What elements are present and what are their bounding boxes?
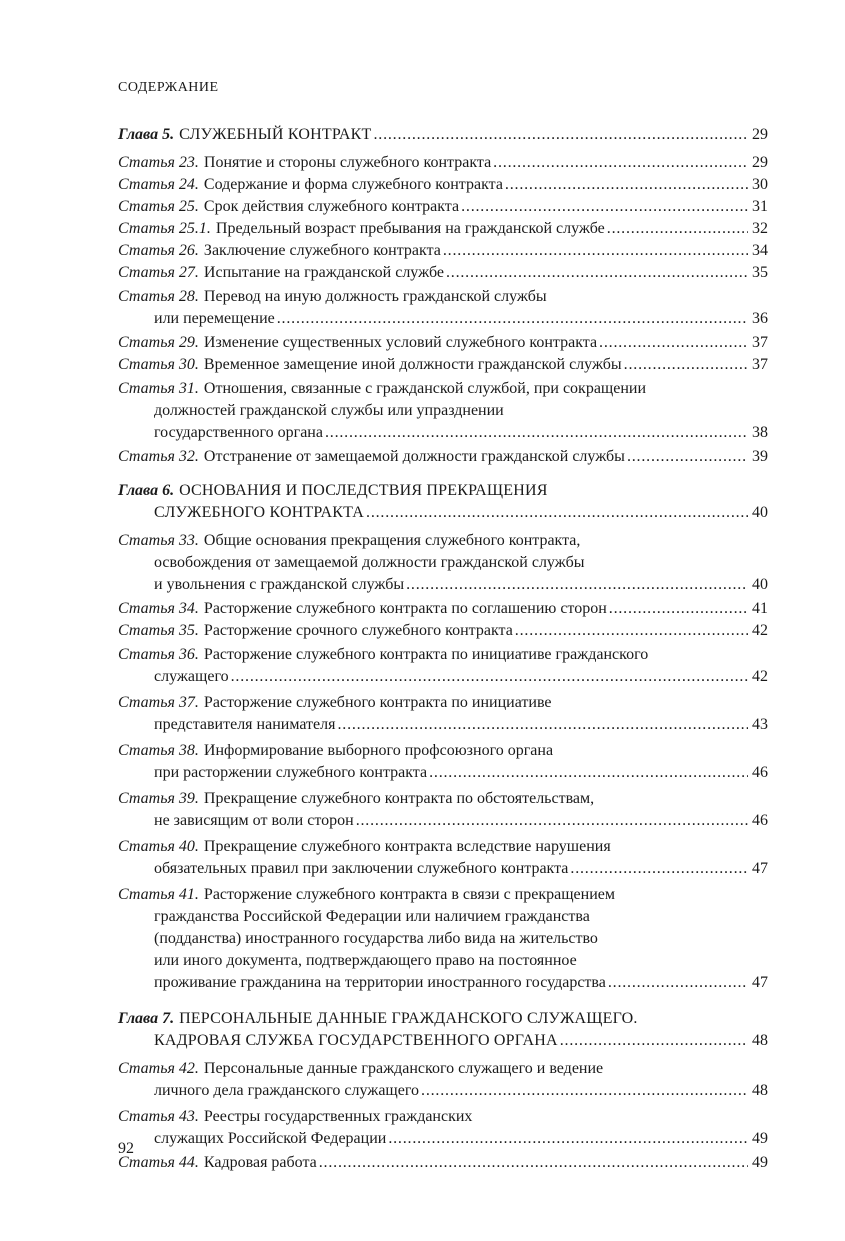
page-ref: 48 xyxy=(752,1032,768,1049)
article-entry xyxy=(118,378,768,444)
toc-line xyxy=(118,1128,768,1150)
dot-leader xyxy=(599,332,748,354)
dot-leader xyxy=(505,174,748,196)
article-title: Расторжение служебного контракта по инициативе xyxy=(203,694,552,711)
dot-leader xyxy=(366,502,748,524)
dot-leader xyxy=(231,666,748,688)
article-entry xyxy=(118,1106,768,1150)
toc-line xyxy=(118,218,768,240)
toc-line xyxy=(118,354,768,376)
page-ref: 46 xyxy=(752,812,768,829)
chapter-title: СЛУЖЕБНЫЙ КОНТРАКТ xyxy=(179,126,372,143)
article-entry xyxy=(118,332,768,354)
toc-line xyxy=(118,1008,768,1030)
toc-line xyxy=(118,574,768,596)
page-ref: 43 xyxy=(752,716,768,733)
chapter-label: Глава 7. xyxy=(118,1010,175,1027)
dot-leader xyxy=(461,196,748,218)
toc-line xyxy=(118,884,768,906)
toc-line xyxy=(118,1080,768,1102)
article-title: Изменение существенных условий служебного контракта xyxy=(203,334,598,351)
page-ref: 30 xyxy=(752,176,768,193)
article-entry xyxy=(118,884,768,994)
article-label: Статья 38. xyxy=(118,742,199,759)
dot-leader xyxy=(325,422,748,444)
table-of-contents xyxy=(118,124,768,1174)
toc-line xyxy=(118,262,768,284)
dot-leader xyxy=(446,262,748,284)
dot-leader xyxy=(627,446,748,468)
article-title: Кадровая работа xyxy=(203,1154,317,1171)
toc-line xyxy=(118,308,768,330)
toc-line xyxy=(118,788,768,810)
dot-leader xyxy=(356,810,748,832)
article-entry xyxy=(118,1058,768,1102)
toc-line xyxy=(118,152,768,174)
article-title: Расторжение срочного служебного контракта xyxy=(203,622,513,639)
article-label: Статья 41. xyxy=(118,886,199,903)
article-title: Содержание и форма служебного контракта xyxy=(203,176,503,193)
article-title: должностей гражданской службы или упразднении xyxy=(154,402,504,419)
toc-line xyxy=(118,1058,768,1080)
article-title: или иного документа, подтверждающего право на постоянное xyxy=(154,952,577,969)
article-entry xyxy=(118,446,768,468)
article-title: служащего xyxy=(154,668,229,685)
article-entry xyxy=(118,240,768,262)
article-title: Информирование выборного профсоюзного органа xyxy=(203,742,554,759)
article-label: Статья 36. xyxy=(118,646,199,663)
page-ref: 48 xyxy=(752,1082,768,1099)
article-title: Предельный возраст пребывания на гражданской службе xyxy=(215,220,605,237)
article-title: при расторжении служебного контракта xyxy=(154,764,428,781)
page-ref: 49 xyxy=(752,1130,768,1147)
article-title: Испытание на гражданской службе xyxy=(203,264,444,281)
toc-line xyxy=(118,810,768,832)
article-label: Статья 23. xyxy=(118,154,199,171)
dot-leader xyxy=(515,620,748,642)
article-title: проживание гражданина на территории иностранного государства xyxy=(154,974,606,991)
dot-leader xyxy=(607,218,748,240)
article-label: Статья 26. xyxy=(118,242,199,259)
article-title: личного дела гражданского служащего xyxy=(154,1082,420,1099)
article-label: Статья 24. xyxy=(118,176,199,193)
article-label: Статья 42. xyxy=(118,1060,199,1077)
chapter-heading xyxy=(118,124,768,146)
article-entry xyxy=(118,598,768,620)
article-title: Перевод на иную должность гражданской службы xyxy=(203,288,547,305)
article-title: Отношения, связанные с гражданской службой, при сокращении xyxy=(203,380,647,397)
article-title: и увольнения с гражданской службы xyxy=(154,576,405,593)
dot-leader xyxy=(373,124,748,146)
article-label: Статья 40. xyxy=(118,838,199,855)
page-ref: 38 xyxy=(752,424,768,441)
page-ref: 47 xyxy=(752,974,768,991)
chapter-label: Глава 5. xyxy=(118,126,175,143)
page-ref: 47 xyxy=(752,860,768,877)
toc-line xyxy=(118,1152,768,1174)
article-title: Реестры государственных гражданских xyxy=(203,1108,473,1125)
article-title: представителя нанимателя xyxy=(154,716,336,733)
toc-line xyxy=(118,174,768,196)
dot-leader xyxy=(570,858,748,880)
chapter-spacer xyxy=(118,468,768,480)
toc-line xyxy=(118,124,768,146)
dot-leader xyxy=(421,1080,748,1102)
toc-line xyxy=(118,836,768,858)
page-ref: 41 xyxy=(752,600,768,617)
toc-line xyxy=(118,858,768,880)
article-label: Статья 34. xyxy=(118,600,199,617)
article-title: не зависящим от воли сторон xyxy=(154,812,354,829)
toc-line xyxy=(118,740,768,762)
toc-line xyxy=(118,480,768,502)
article-title: служащих Российской Федерации xyxy=(154,1130,387,1147)
toc-line xyxy=(118,196,768,218)
chapter-spacer xyxy=(118,996,768,1008)
article-title: Отстранение от замещаемой должности гражданской службы xyxy=(203,448,625,465)
article-label: Статья 25. xyxy=(118,198,199,215)
dot-leader xyxy=(406,574,748,596)
chapter-heading xyxy=(118,480,768,524)
article-title: Расторжение служебного контракта по соглашению сторон xyxy=(203,600,607,617)
article-title: Расторжение служебного контракта по инициативе гражданского xyxy=(203,646,649,663)
dot-leader xyxy=(443,240,748,262)
page-ref: 49 xyxy=(752,1154,768,1171)
article-title: обязательных правил при заключении служебного контракта xyxy=(154,860,569,877)
toc-line xyxy=(118,598,768,620)
dot-leader xyxy=(624,354,748,376)
article-label: Статья 33. xyxy=(118,532,199,549)
toc-line xyxy=(118,422,768,444)
article-entry xyxy=(118,788,768,832)
article-entry xyxy=(118,530,768,596)
page-ref: 40 xyxy=(752,576,768,593)
toc-line xyxy=(118,446,768,468)
article-entry xyxy=(118,196,768,218)
chapter-heading xyxy=(118,1008,768,1052)
dot-leader xyxy=(337,714,748,736)
article-entry xyxy=(118,620,768,642)
dot-leader xyxy=(429,762,748,784)
page-ref: 40 xyxy=(752,504,768,521)
toc-line xyxy=(118,714,768,736)
toc-line xyxy=(118,502,768,524)
article-title: освобождения от замещаемой должности гражданской службы xyxy=(154,554,585,571)
article-label: Статья 37. xyxy=(118,694,199,711)
article-label: Статья 43. xyxy=(118,1108,199,1125)
page-ref: 39 xyxy=(752,448,768,465)
article-entry xyxy=(118,218,768,240)
article-title: или перемещение xyxy=(154,310,275,327)
article-entry xyxy=(118,174,768,196)
toc-line xyxy=(118,972,768,994)
toc-line xyxy=(118,950,768,972)
article-title: Заключение служебного контракта xyxy=(203,242,441,259)
running-head: СОДЕРЖАНИЕ xyxy=(118,80,219,95)
article-title: Персональные данные гражданского служащего и ведение xyxy=(203,1060,604,1077)
article-label: Статья 31. xyxy=(118,380,199,397)
article-title: Временное замещение иной должности гражданской службы xyxy=(203,356,622,373)
article-label: Статья 30. xyxy=(118,356,199,373)
article-title: Понятие и стороны служебного контракта xyxy=(203,154,492,171)
chapter-section xyxy=(118,124,768,468)
article-entry xyxy=(118,836,768,880)
dot-leader xyxy=(560,1030,748,1052)
article-label: Статья 35. xyxy=(118,622,199,639)
article-title: Прекращение служебного контракта по обстоятельствам, xyxy=(203,790,595,807)
article-title: (подданства) иностранного государства либо вида на жительство xyxy=(154,930,598,947)
article-entry xyxy=(118,1152,768,1174)
dot-leader xyxy=(319,1152,748,1174)
toc-line xyxy=(118,906,768,928)
chapter-title: ПЕРСОНАЛЬНЫЕ ДАННЫЕ ГРАЖДАНСКОГО СЛУЖАЩЕГО. xyxy=(179,1010,638,1027)
dot-leader xyxy=(493,152,748,174)
dot-leader xyxy=(608,972,748,994)
article-label: Статья 29. xyxy=(118,334,199,351)
toc-line xyxy=(118,530,768,552)
page-ref: 42 xyxy=(752,622,768,639)
dot-leader xyxy=(277,308,748,330)
article-entry xyxy=(118,152,768,174)
dot-leader xyxy=(388,1128,748,1150)
toc-line xyxy=(118,1106,768,1128)
article-title: гражданства Российской Федерации или наличием гражданства xyxy=(154,908,590,925)
dot-leader xyxy=(609,598,748,620)
chapter-title: КАДРОВАЯ СЛУЖБА ГОСУДАРСТВЕННОГО ОРГАНА xyxy=(154,1032,558,1049)
page-ref: 46 xyxy=(752,764,768,781)
page-ref: 42 xyxy=(752,668,768,685)
toc-line xyxy=(118,1030,768,1052)
chapter-section xyxy=(118,1008,768,1174)
page-ref: 31 xyxy=(752,198,768,215)
article-title: Расторжение служебного контракта в связи с прекращением xyxy=(203,886,615,903)
chapter-section xyxy=(118,480,768,996)
page-ref: 32 xyxy=(752,220,768,237)
toc-line xyxy=(118,378,768,400)
toc-line xyxy=(118,240,768,262)
page-ref: 37 xyxy=(752,334,768,351)
article-title: Прекращение служебного контракта вследствие нарушения xyxy=(203,838,611,855)
page-ref: 29 xyxy=(752,154,768,171)
toc-line xyxy=(118,552,768,574)
page-ref: 34 xyxy=(752,242,768,259)
toc-line xyxy=(118,400,768,422)
page-number: 92 xyxy=(118,1140,134,1157)
article-entry xyxy=(118,286,768,330)
article-label: Статья 44. xyxy=(118,1154,199,1171)
page-ref: 36 xyxy=(752,310,768,327)
article-label: Статья 28. xyxy=(118,288,199,305)
article-entry xyxy=(118,262,768,284)
toc-line xyxy=(118,762,768,784)
toc-line xyxy=(118,928,768,950)
toc-line xyxy=(118,666,768,688)
article-entry xyxy=(118,354,768,376)
article-entry xyxy=(118,692,768,736)
toc-line xyxy=(118,620,768,642)
article-label: Статья 39. xyxy=(118,790,199,807)
page-ref: 37 xyxy=(752,356,768,373)
chapter-label: Глава 6. xyxy=(118,482,175,499)
page-ref: 35 xyxy=(752,264,768,281)
article-label: Статья 25.1. xyxy=(118,220,211,237)
toc-line xyxy=(118,692,768,714)
article-entry xyxy=(118,740,768,784)
article-label: Статья 32. xyxy=(118,448,199,465)
article-title: Общие основания прекращения служебного контракта, xyxy=(203,532,581,549)
toc-line xyxy=(118,286,768,308)
article-entry xyxy=(118,644,768,688)
article-title: Срок действия служебного контракта xyxy=(203,198,460,215)
toc-line xyxy=(118,332,768,354)
page-ref: 29 xyxy=(752,126,768,143)
article-label: Статья 27. xyxy=(118,264,199,281)
chapter-title: СЛУЖЕБНОГО КОНТРАКТА xyxy=(154,504,365,521)
toc-line xyxy=(118,644,768,666)
chapter-title: ОСНОВАНИЯ И ПОСЛЕДСТВИЯ ПРЕКРАЩЕНИЯ xyxy=(179,482,548,499)
article-title: государственного органа xyxy=(154,424,323,441)
